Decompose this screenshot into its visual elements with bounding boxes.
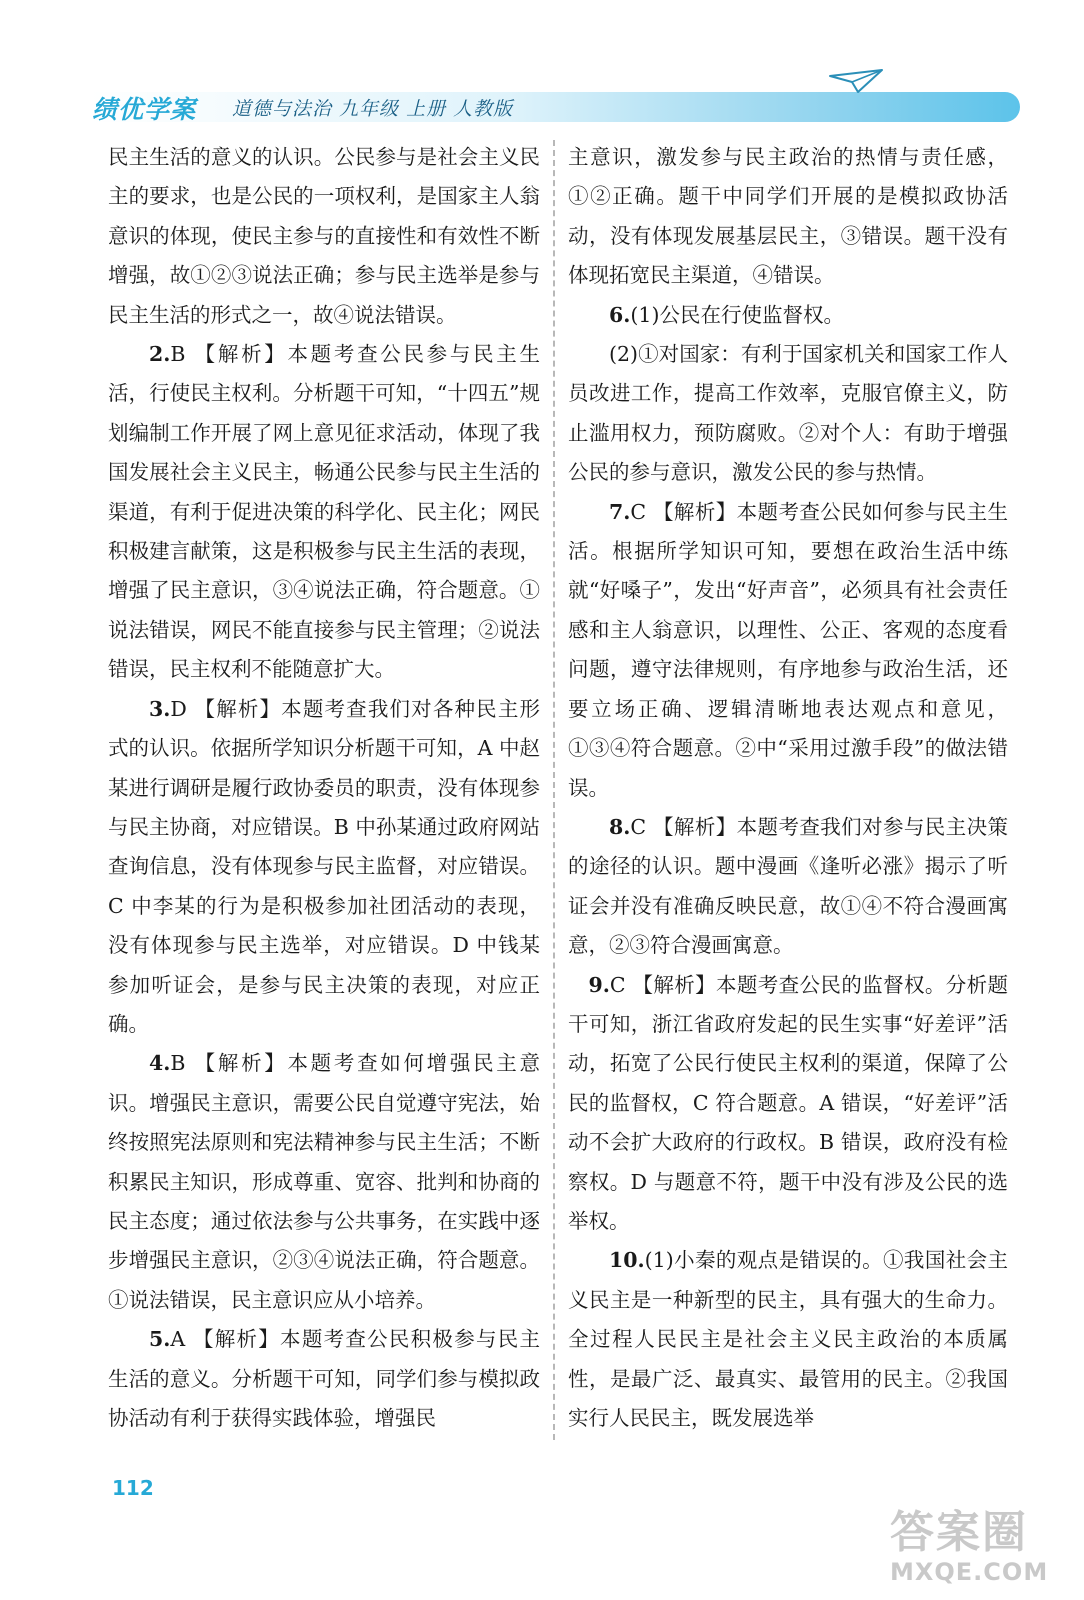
answer-item-2: 2.B 【解析】本题考查公民参与民主生活，行使民主权利。分析题干可知，“十四五”规划编制工作开展了网上意见征求活动，体现了我国发展社会主义民主，畅通公民参与民主生活的渠道，有利于促进决策的科学化、民主化；网民积极建言献策，这是积极参与民主生活的表现，增强了民主意识，③④说法正确，符合题意。①说法错误，网民不能直接参与民主管理；②说法错误，民主权利不能随意扩大。 (108, 342, 540, 682)
left-column (108, 138, 540, 1438)
answer-text-cont: 主意识，激发参与民主政治的热情与责任感，①②正确。题干中同学们开展的是模拟政协活动，没有体现发展基层民主，③错误。题干没有体现拓宽民主渠道，④错误。 (568, 145, 1008, 288)
watermark (890, 1508, 1050, 1588)
answer-item-5: 5.A 【解析】本题考查公民积极参与民主生活的意义。分析题干可知，同学们参与模拟政协活动有利于获得实践体验，增强民 (108, 1327, 540, 1430)
column-divider (553, 140, 555, 1440)
answer-item-4: 4.B 【解析】本题考查如何增强民主意识。增强民主意识，需要公民自觉遵守宪法，始终按照宪法原则和宪法精神参与民主生活；不断积累民主知识，形成尊重、宽容、批判和协商的民主态度；通过依法参与公共事务，在实践中逐步增强民主意识，②③④说法正确，符合题意。①说法错误，民主意识应从小培养。 (108, 1051, 540, 1312)
brand-logo: 绩优学案 (92, 95, 197, 124)
answer-item-10: 10.(1)小秦的观点是错误的。①我国社会主义民主是一种新型的民主，具有强大的生命力。全过程人民民主是社会主义民主政治的本质属性，是最广泛、最真实、最管用的民主。②我国实行人民民主，既发展选举 (568, 1248, 1008, 1430)
answer-item-7: 7.C 【解析】本题考查公民如何参与民主生活。根据所学知识可知，要想在政治生活中练就“好嗓子”，发出“好声音”，必须具有社会责任感和主人翁意识，以理性、公正、客观的态度看问题，遵守法律规则，有序地参与政治生活，还要立场正确、逻辑清晰地表达观点和意见，①③④符合题意。②中“采用过激手段”的做法错误。 (568, 499, 1008, 800)
watermark-url: MXQE.COM (890, 1558, 1049, 1586)
paper-plane-icon (828, 66, 884, 94)
answer-text-cont: 民主生活的意义的认识。公民参与是社会主义民主的要求，也是公民的一项权利，是国家主人翁意识的体现，使民主参与的直接性和有效性不断增强，故①②③说法正确；参与民主选举是参与民主生活的形式之一，故④说法错误。 (108, 145, 540, 327)
answer-item-6-sub: (2)①对国家：有利于国家机关和国家工作人员改进工作，提高工作效率，克服官僚主义，防止滥用权力，预防腐败。②对个人：有助于增强公民的参与意识，激发公民的参与热情。 (568, 342, 1008, 485)
subject-title: 道德与法治 九年级 上册 人教版 (232, 98, 514, 120)
page-header (0, 0, 1084, 130)
right-column (568, 138, 1008, 1438)
answer-item-6: 6.(1)公民在行使监督权。 (609, 302, 844, 327)
page-number: 112 (112, 1476, 154, 1500)
answer-item-9: 9.C 【解析】本题考查公民的监督权。分析题干可知，浙江省政府发起的民生实事“好差评”活动，拓宽了公民行使民主权利的渠道，保障了公民的监督权，C 符合题意。A 错误，“好差评”活动不会扩大政府的行政权。B 错误，政府没有检察权。D 与题意不符，题干中没有涉及公民的选举权。 (568, 972, 1008, 1233)
answer-item-8: 8.C 【解析】本题考查我们对参与民主决策的途径的认识。题中漫画《逢听必涨》揭示了听证会并没有准确反映民意，故①④不符合漫画寓意，②③符合漫画寓意。 (568, 814, 1008, 958)
answer-item-3: 3.D 【解析】本题考查我们对各种民主形式的认识。依据所学知识分析题干可知，A 中赵某进行调研是履行政协委员的职责，没有体现参与民主协商，对应错误。B 中孙某通过政府网站查询信息，没有体现参与民主监督，对应错误。C 中李某的行为是积极参加社团活动的表现，没有体现参与民主选举，对应错误。D 中钱某参加听证会，是参与民主决策的表现，对应正确。 (108, 696, 540, 1036)
header-band (90, 92, 1020, 122)
watermark-text: 答案圈 (890, 1507, 1028, 1558)
